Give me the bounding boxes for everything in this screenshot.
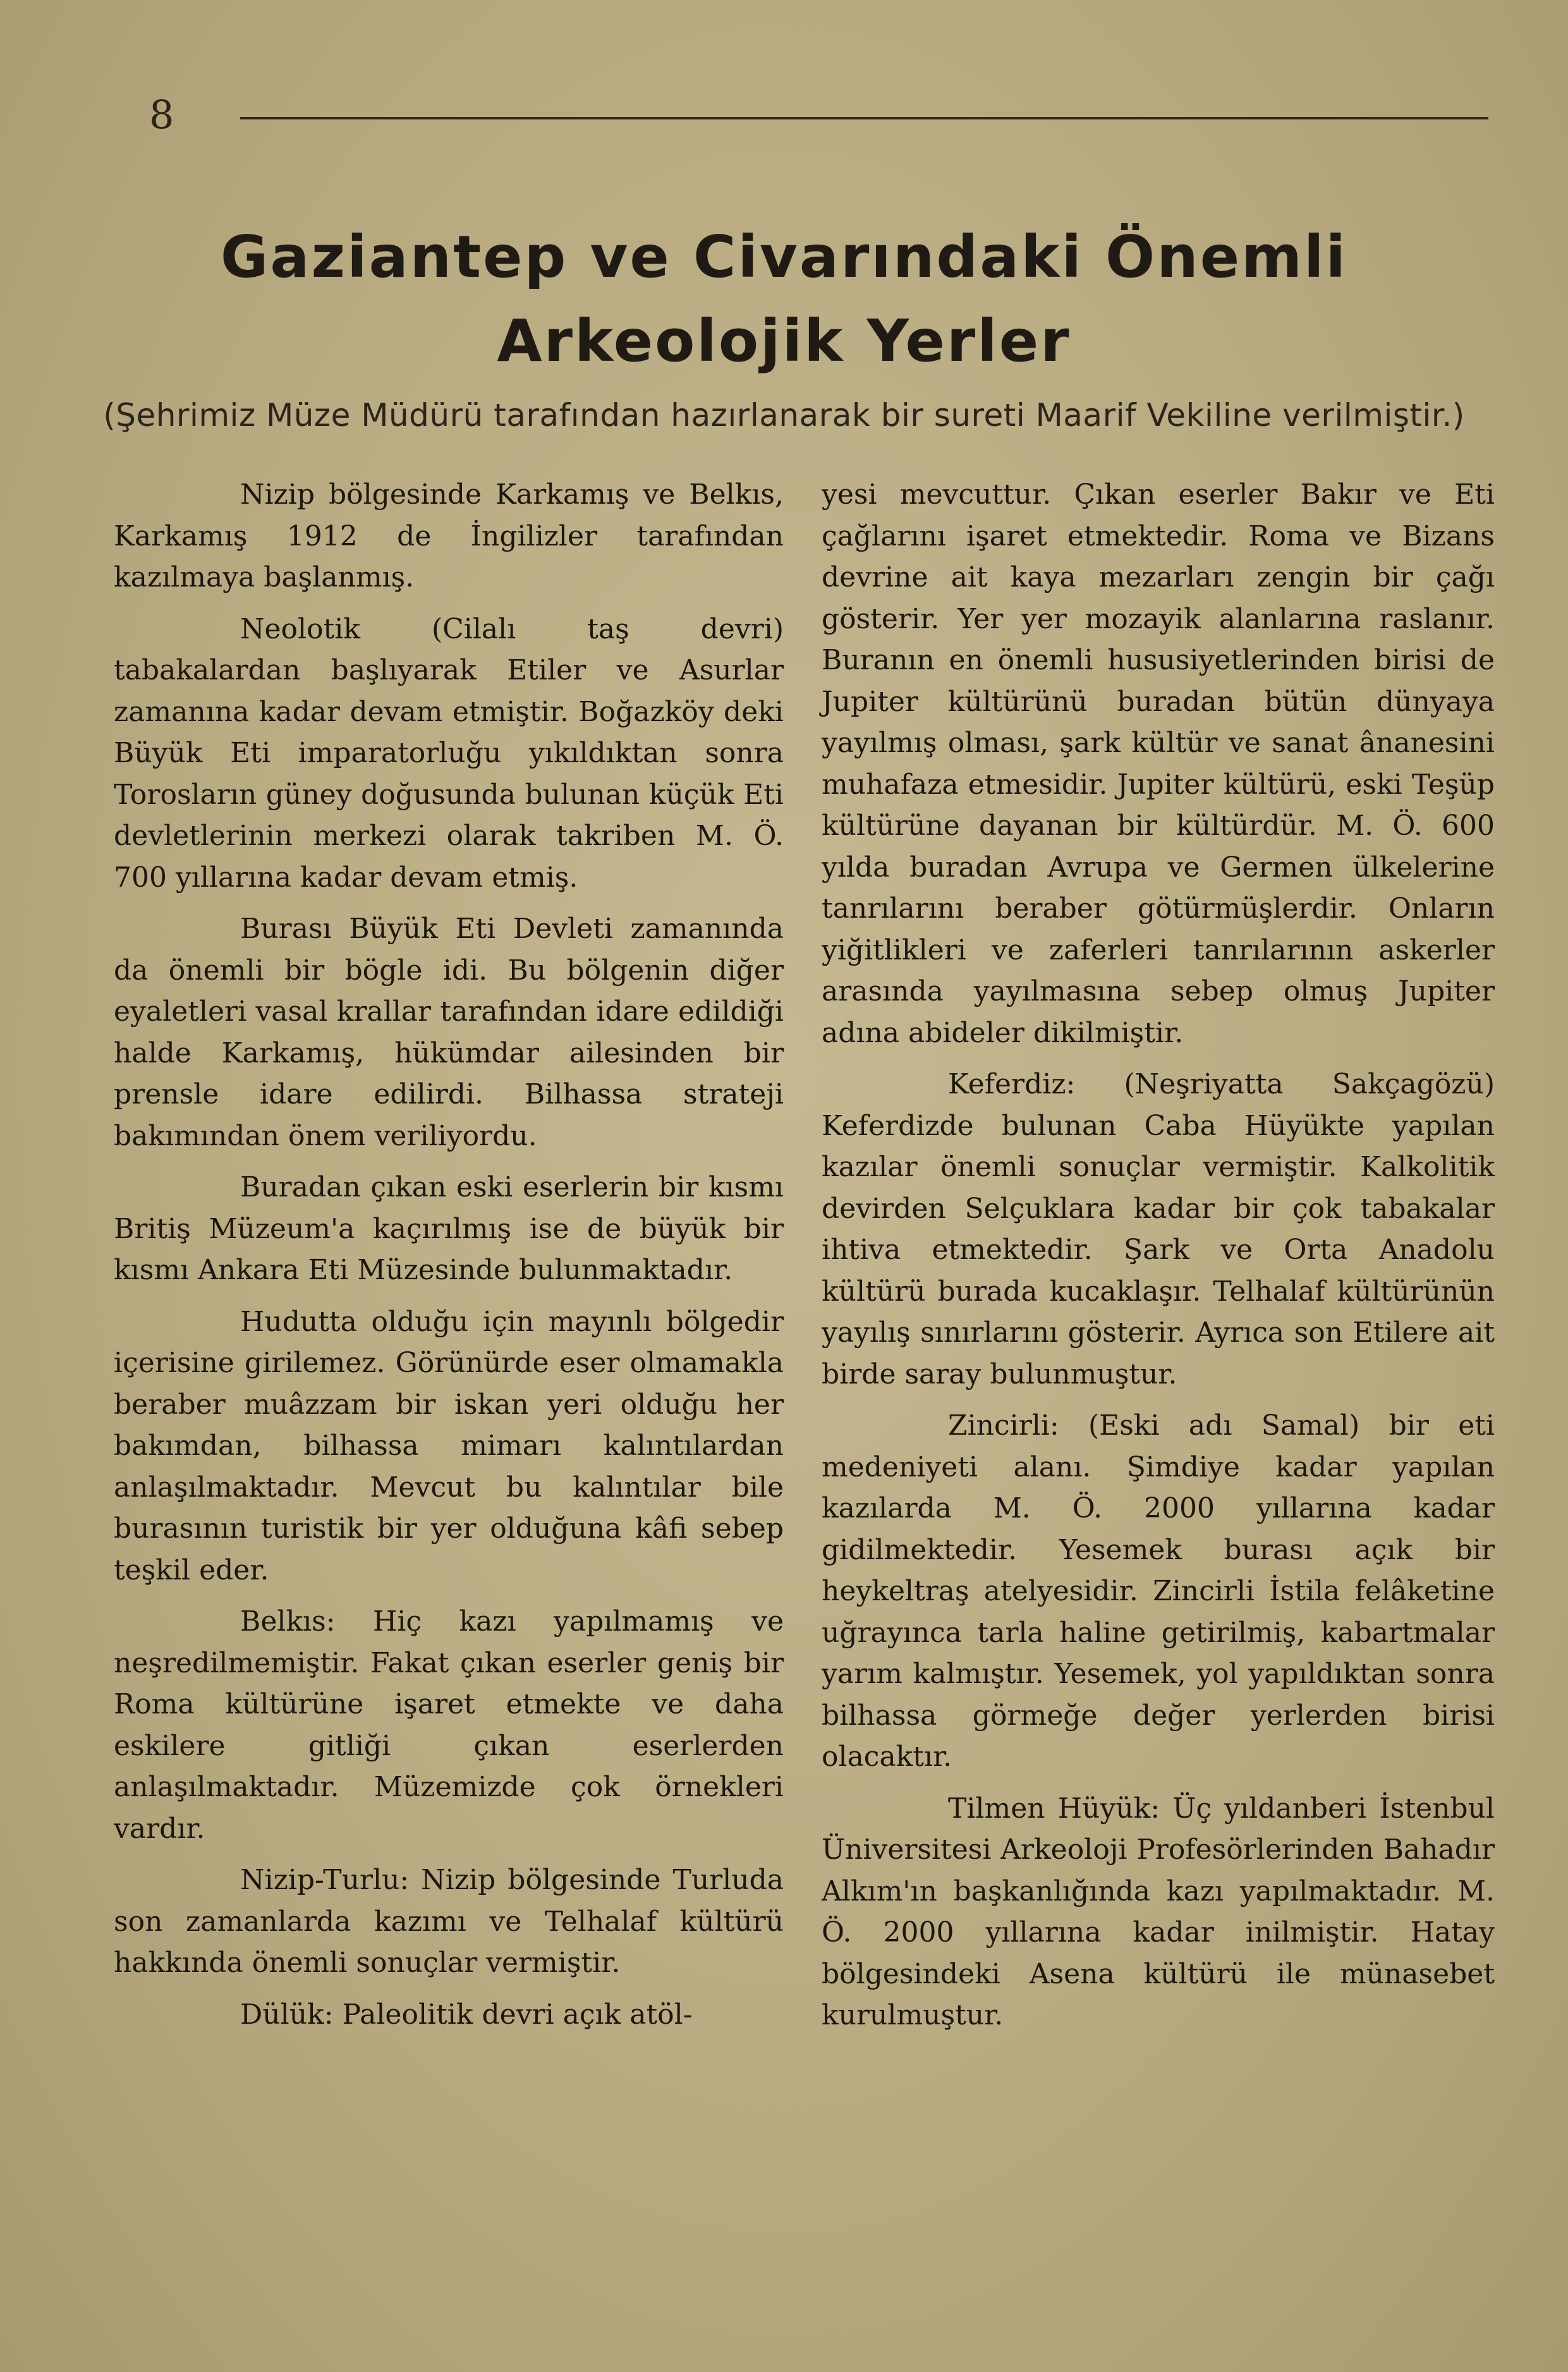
paragraph: Belkıs: Hiç kazı yapılmamış ve neşredilmemiştir. Fakat çıkan eserler geniş bir Roma kültürüne işaret etmekte ve daha eskilere gitliği çıkan eserlerden anlaşılmaktadır. Müzemizde çok örnekleri vardır. — [114, 1605, 784, 1845]
paragraph: Dülük: Paleolitik devri açık atöl- — [240, 1998, 693, 2031]
paragraph: Tilmen Hüyük: Üç yıldanberi İstenbul Üniversitesi Arkeoloji Profesörlerinden Bahadır Alkım'ın başkanlığında kazı yapılmaktadır. M. Ö. 2000 yıllarına kadar inilmiştir. Hatay bölgesindeki Asena kültürü ile münasebet kurulmuştur. — [822, 1792, 1495, 2031]
paragraph: Burası Büyük Eti Devleti zamanında da önemli bir bögle idi. Bu bölgenin diğer eyaletleri vasal krallar tarafından idare edildiği halde Karkamış, hükümdar ailesinden bir prensle idare edilirdi. Bilhassa strateji bakımından önem veriliyordu. — [114, 913, 784, 1152]
paragraph: Nizip bölgesinde Karkamış ve Belkıs, Karkamış 1912 de İngilizler tarafından kazılmaya başlanmış. — [114, 478, 784, 593]
article-subtitle: (Şehrimiz Müze Müdürü tarafından hazırlanarak bir sureti Maarif Vekiline verilmiştir.) — [103, 397, 1465, 434]
article-title — [0, 215, 1568, 383]
title-line-2: Arkeolojik Yerler — [497, 307, 1071, 375]
paragraph: Neolotik (Cilalı taş devri) tabakalardan başlıyarak Etiler ve Asurlar zamanına kadar devam etmiştir. Boğazköy deki Büyük Eti imparatorluğu yıkıldıktan sonra Torosların güney doğusunda bulunan küçük Eti devletlerinin merkezi olarak takriben M. Ö. 700 yıllarına kadar devam etmiş. — [114, 612, 784, 894]
title-line-1: Gaziantep ve Civarındaki Önemli — [220, 223, 1348, 291]
paragraph: Zincirli: (Eski adı Samal) bir eti medeniyeti alanı. Şimdiye kadar yapılan kazılarda M. Ö. 2000 yıllarına kadar gidilmektedir. Yesemek burası açık bir heykeltraş atelyesidir. Zincirli İstila felâketine uğrayınca tarla haline getirilmiş, kabartmalar yarım kalmıştır. Yesemek, yol yapıldıktan sonra bilhassa görmeğe değer yerlerden birisi olacaktır. — [822, 1409, 1495, 1773]
right-column — [822, 474, 1495, 2036]
left-column — [114, 474, 784, 2035]
paragraph: Keferdiz: (Neşriyatta Sakçagözü) Keferdizde bulunan Caba Hüyükte yapılan kazılar önemli sonuçlar vermiştir. Kalkolitik devirden Selçuklara kadar bir çok tabakalar ihtiva etmektedir. Şark ve Orta Anadolu kültürü burada kucaklaşır. Telhalaf kültürünün yayılış sınırlarını gösterir. Ayrıca son Etilere ait birde saray bulunmuştur. — [822, 1068, 1495, 1390]
header-rule — [240, 117, 1488, 119]
paragraph: Nizip-Turlu: Nizip bölgesinde Turluda son zamanlarda kazımı ve Telhalaf kültürü hakkında önemli sonuçlar vermiştir. — [114, 1864, 784, 1979]
paragraph: Buradan çıkan eski eserlerin bir kısmı Britiş Müzeum'a kaçırılmış ise de büyük bir kısmı Ankara Eti Müzesinde bulunmaktadır. — [114, 1171, 784, 1286]
paragraph: yesi mevcuttur. Çıkan eserler Bakır ve Eti çağlarını işaret etmektedir. Roma ve Bizans devrine ait kaya mezarları zengin bir çağı gösterir. Yer yer mozayik alanlarına raslanır. Buranın en önemli hususiyetlerinden birisi de Jupiter kültürünü buradan bütün dünyaya yayılmış olması, şark kültür ve sanat ânanesini muhafaza etmesidir. Jupiter kültürü, eski Teşüp kültürüne dayanan bir kültürdür. M. Ö. 600 yılda buradan Avrupa ve Germen ülkelerine tanrılarını beraber götürmüşlerdir. Onların yiğitlikleri ve zaferleri tanrılarının askerler arasında yayılmasına sebep olmuş Jupiter adına abideler dikilmiştir. — [822, 478, 1495, 1049]
page-number: 8 — [149, 92, 174, 138]
paragraph: Hudutta olduğu için mayınlı bölgedir içerisine girilemez. Görünürde eser olmamakla beraber muâzzam bir iskan yeri olduğu her bakımdan, bilhassa mimarı kalıntılardan anlaşılmaktadır. Mevcut bu kalıntılar bile burasının turistik bir yer olduğuna kâfi sebep teşkil eder. — [114, 1305, 784, 1586]
